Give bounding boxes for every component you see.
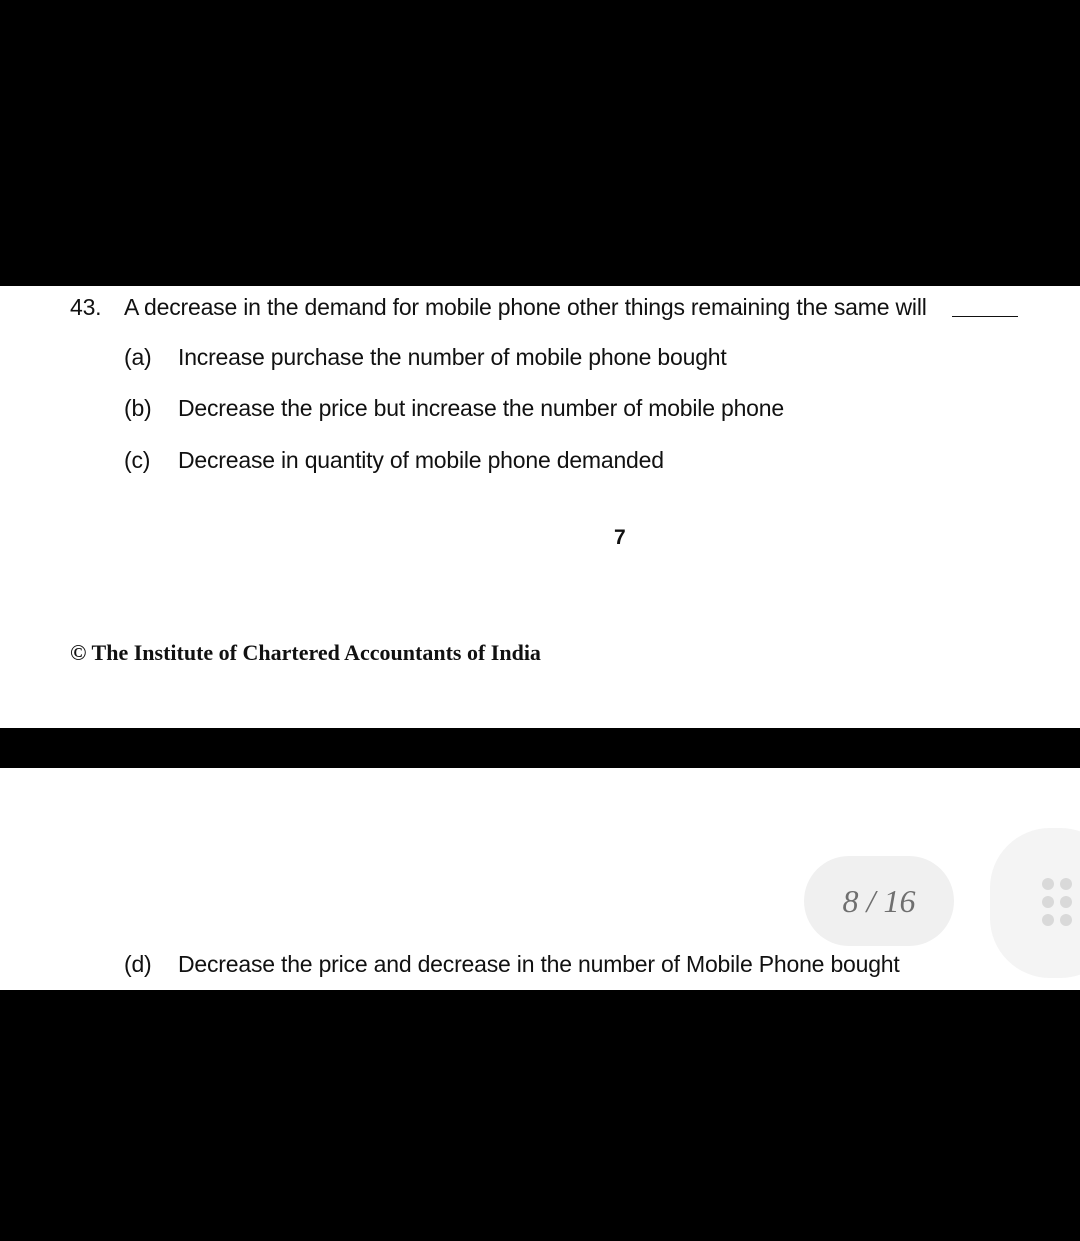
copyright-footer: © The Institute of Chartered Accountants of India (70, 640, 541, 665)
page-indicator (804, 856, 954, 946)
document-page (0, 286, 1080, 728)
option-text-b: Decrease the price but increase the number of mobile phone (178, 395, 784, 421)
page-number: 7 (614, 526, 626, 549)
option-letter-b: (b) (124, 395, 152, 421)
option-letter-d: (d) (124, 951, 152, 977)
option-letter-c: (c) (124, 447, 151, 473)
option-text-a: Increase purchase the number of mobile phone bought (178, 344, 727, 370)
page-indicator-text: 8 / 16 (842, 882, 916, 919)
question-number: 43. (70, 294, 102, 320)
option-text-c: Decrease in quantity of mobile phone demanded (178, 447, 664, 473)
option-text-d: Decrease the price and decrease in the number of Mobile Phone bought (178, 951, 900, 977)
option-letter-a: (a) (124, 344, 152, 370)
answer-blank (952, 316, 1018, 317)
drag-handle-icon[interactable] (1038, 876, 1078, 928)
document-page-next (0, 768, 1080, 990)
question-text: A decrease in the demand for mobile phone other things remaining the same will (124, 294, 927, 320)
